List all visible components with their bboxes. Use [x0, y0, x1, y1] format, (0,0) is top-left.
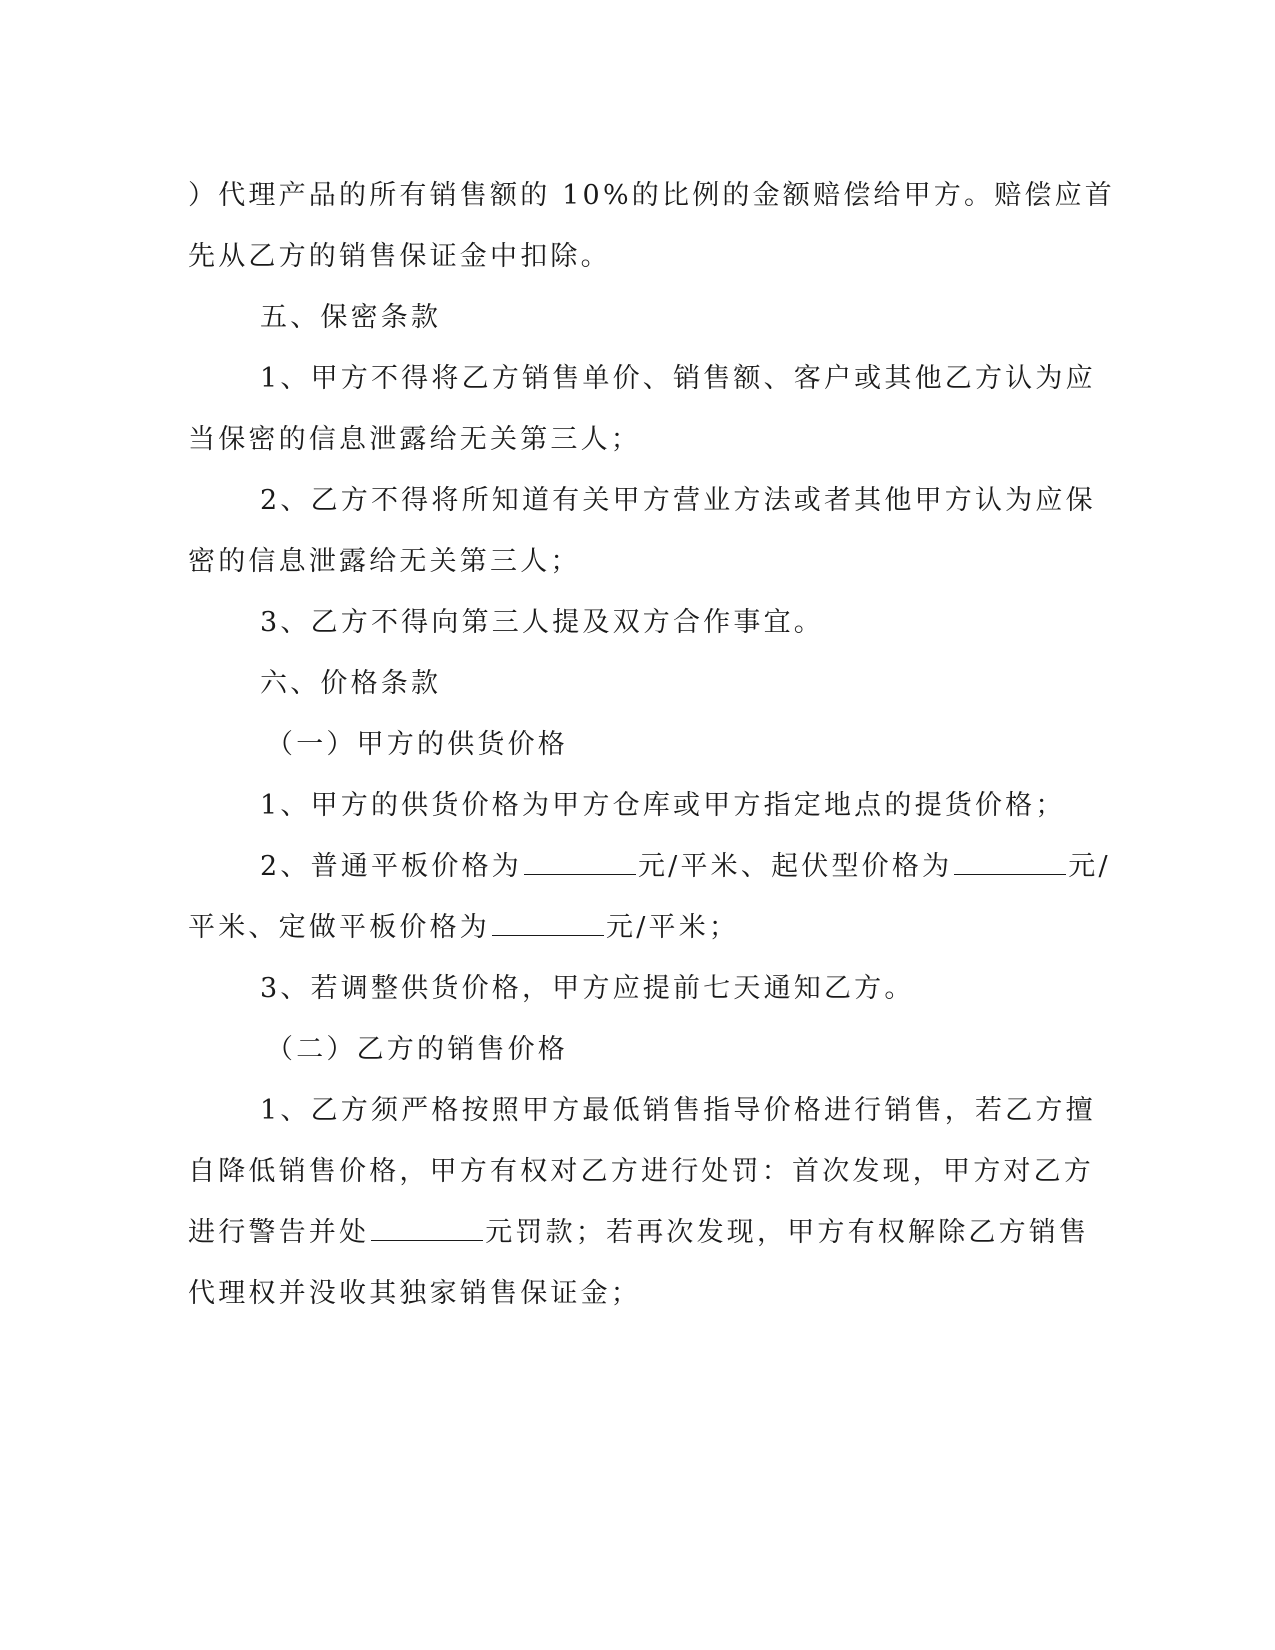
paragraph-line — [188, 1263, 1068, 1324]
fill-in-blank[interactable] — [492, 913, 604, 936]
text-line: 当保密的信息泄露给无关第三人； — [188, 424, 641, 455]
text-line: 密的信息泄露给无关第三人； — [188, 546, 581, 577]
paragraph-line — [188, 226, 1068, 287]
text-line: 2、普通平板价格为 — [260, 851, 522, 882]
document-body — [188, 165, 1115, 1324]
section-heading-price — [188, 653, 1068, 714]
paragraph-line — [188, 348, 1096, 409]
subsection-heading-supply-price — [188, 714, 1068, 775]
paragraph-line — [188, 470, 1096, 531]
text-line: 1、乙方须严格按照甲方最低销售指导价格进行销售，若乙方擅 — [260, 1095, 1096, 1126]
paragraph-line — [188, 165, 1115, 226]
text-line: 元/平米； — [606, 912, 740, 943]
text-line: 2、乙方不得将所知道有关甲方营业方法或者其他甲方认为应保 — [260, 485, 1096, 516]
paragraph-line — [188, 409, 1068, 470]
fill-in-blank[interactable] — [524, 852, 636, 875]
heading-text: （一）甲方的供货价格 — [266, 729, 568, 760]
paragraph-line — [188, 531, 1068, 592]
paragraph-line — [188, 958, 1068, 1019]
text-line: 1、甲方的供货价格为甲方仓库或甲方指定地点的提货价格； — [260, 790, 1066, 821]
text-line: 3、乙方不得向第三人提及双方合作事宜。 — [260, 607, 824, 638]
text-line: 元/平米、起伏型价格为 — [637, 851, 953, 882]
heading-text: 五、保密条款 — [260, 302, 442, 333]
subsection-heading-sales-price — [188, 1019, 1068, 1080]
text-line: 1、甲方不得将乙方销售单价、销售额、客户或其他乙方认为应 — [260, 363, 1096, 394]
fill-in-blank[interactable] — [371, 1218, 483, 1241]
paragraph-line — [188, 1141, 1094, 1202]
paragraph-line — [188, 897, 1068, 958]
paragraph-line — [188, 775, 1068, 836]
heading-text: 六、价格条款 — [260, 668, 442, 699]
text-line: 自降低销售价格，甲方有权对乙方进行处罚：首次发现，甲方对乙方 — [188, 1156, 1094, 1187]
text-line: 代理权并没收其独家销售保证金； — [188, 1278, 641, 1309]
text-line: ）代理产品的所有销售额的 10%的比例的金额赔偿给甲方。赔偿应首 — [188, 180, 1115, 211]
text-line: 元/ — [1068, 851, 1111, 882]
paragraph-line — [188, 592, 1068, 653]
paragraph-line — [188, 1080, 1096, 1141]
paragraph-line — [188, 836, 1111, 897]
fill-in-blank[interactable] — [954, 852, 1066, 875]
text-line: 3、若调整供货价格，甲方应提前七天通知乙方。 — [260, 973, 915, 1004]
paragraph-line — [188, 1202, 1090, 1263]
text-line: 先从乙方的销售保证金中扣除。 — [188, 241, 611, 272]
text-line: 元罚款；若再次发现，甲方有权解除乙方销售 — [485, 1217, 1090, 1248]
text-line: 平米、定做平板价格为 — [188, 912, 490, 943]
text-line: 进行警告并处 — [188, 1217, 370, 1248]
heading-text: （二）乙方的销售价格 — [266, 1034, 568, 1065]
section-heading-confidentiality — [188, 287, 1068, 348]
